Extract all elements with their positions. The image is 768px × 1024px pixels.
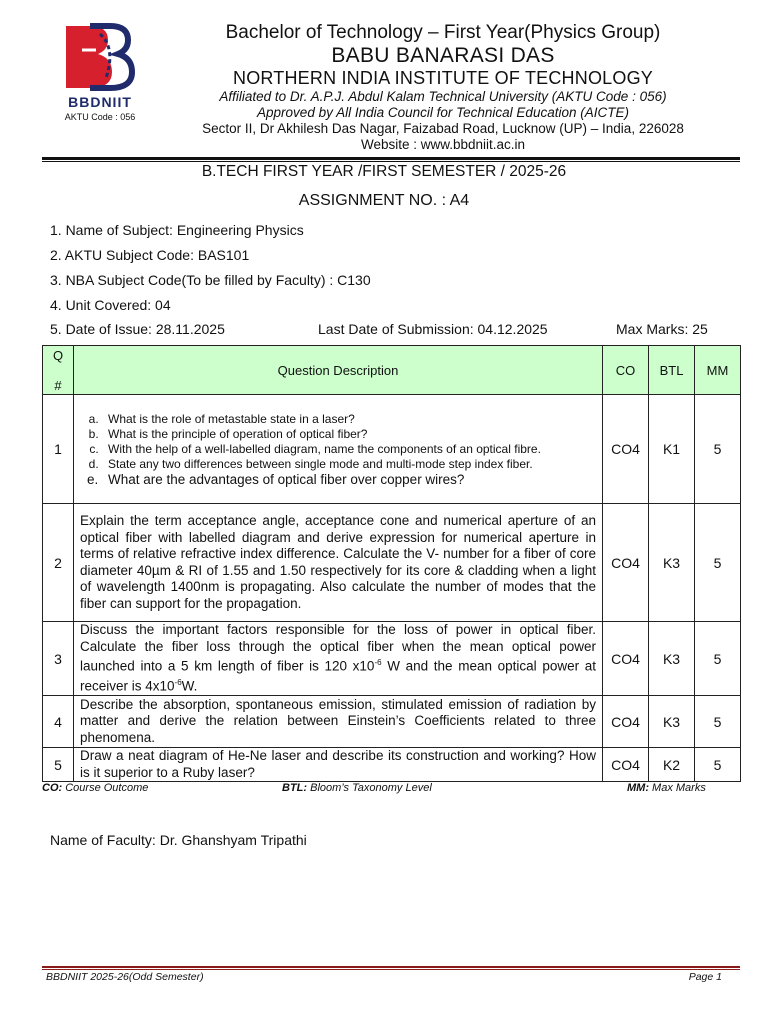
table-row [43,748,741,782]
question-number: 3 [43,622,74,696]
header-rule-thin [42,161,740,162]
bbd-logo-icon [60,20,140,92]
question-mm: 5 [695,622,741,696]
question-btl: K1 [649,395,695,504]
question-co: CO4 [603,622,649,696]
footer-rule-thin [42,969,740,970]
footer-rule [42,966,740,968]
question-btl: K3 [649,504,695,622]
address-line: Sector II, Dr Akhilesh Das Nagar, Faizabad Road, Lucknow (UP) – India, 226028 [202,121,684,136]
question-btl: K2 [649,748,695,782]
header-rule [42,157,740,160]
institute-name-line2: NORTHERN INDIA INSTITUTE OF TECHNOLOGY [233,68,653,88]
question-description [74,395,603,504]
header-co: CO [603,346,649,395]
website-line: Website : www.bbdniit.ac.in [360,137,526,152]
header-description: Question Description [74,346,603,395]
semester-title: B.TECH FIRST YEAR /FIRST SEMESTER / 2025-26 [201,163,567,180]
sub-question: c. With the help of a well-labelled diagram, name the components of an optical fibre. [102,442,596,457]
legend-mm: MM: Max Marks [627,782,706,794]
header-mm: MM [695,346,741,395]
assignment-title: ASSIGNMENT NO. : A4 [298,192,470,209]
sub-question: d. State any two differences between single mode and multi-mode step index fiber. [102,457,596,472]
sub-question: e. What are the advantages of optical fiber over copper wires? [102,472,596,487]
question-description: Discuss the important factors responsible for the loss of power in optical fiber. Calculate the fiber loss through the optical fiber when the mean optical power launched into a 5 km length of fiber is 120 $x10^{-6}$ W and the mean optical power at receiver is $4x10^{-6}W$. [74,622,603,696]
question-co: CO4 [603,395,649,504]
faculty-name: Name of Faculty: Dr. Ghanshyam Tripathi [50,832,307,848]
table-row [43,622,741,696]
question-number: 5 [43,748,74,782]
table-row [43,504,741,622]
last-date-submission: Last Date of Submission: 04.12.2025 [318,321,548,337]
institute-logo [50,20,150,122]
nba-subject-code [50,272,371,288]
question-description: Describe the absorption, spontaneous emission, stimulated emission of radiation by matter and derive the relation between Einstein’s Coefficients related to three phenomena. [74,696,603,748]
logo-name: BBDNIIT [68,94,132,110]
aktu-subject-code: 2. AKTU Subject Code: BAS101 [50,247,250,263]
question-mm: 5 [695,696,741,748]
date-of-issue: 5. Date of Issue: 28.11.2025 [50,321,225,337]
sub-question: a. What is the role of metastable state in a laser? [102,412,596,427]
header-qno: Q # [43,346,74,395]
legend-co: CO: Course Outcome [42,782,149,794]
question-btl: K3 [649,696,695,748]
table-row [43,696,741,748]
nba-prefix: 3. NBA Subject Code [50,272,182,288]
question-co: CO4 [603,696,649,748]
question-number: 4 [43,696,74,748]
question-co: CO4 [603,748,649,782]
question-number: 2 [43,504,74,622]
affiliation-line: Affiliated to Dr. A.P.J. Abdul Kalam Technical University (AKTU Code : 056) [219,89,667,104]
max-marks: Max Marks: 25 [616,321,708,337]
legend-btl: BTL: Bloom’s Taxonomy Level [282,782,432,794]
footer-label: BBDNIIT 2025-26(Odd Semester) [46,971,204,983]
unit-covered: 4. Unit Covered: 04 [50,297,171,313]
questions-table [42,345,741,782]
nba-value: : C130 [325,272,371,288]
nba-note: (To be filled by Faculty) [181,272,326,288]
sub-question: b. What is the principle of operation of optical fiber? [102,427,596,442]
table-row [43,395,741,504]
question-co: CO4 [603,504,649,622]
aktu-code-label: AKTU Code : 056 [64,112,136,122]
question-btl: K3 [649,622,695,696]
question-description: Draw a neat diagram of He-Ne laser and describe its construction and working? How is it superior to a Ruby laser? [74,748,603,782]
approval-line: Approved by All India Council for Technical Education (AICTE) [257,105,629,120]
header-btl: BTL [649,346,695,395]
question-mm: 5 [695,395,741,504]
institute-header [160,22,726,153]
program-line: Bachelor of Technology – First Year(Physics Group) [225,22,661,43]
question-description: Explain the term acceptance angle, acceptance cone and numerical aperture of an optical fiber with labelled diagram and derive expression for numerical aperture in terms of relative refractive index difference. Calculate the V- number for a fiber of core diameter 40µm & RI of 1.55 and 1.50 respectively for its core & cladding when a light of wavelength 1400nm is propagating. Also calculate the number of modes that the fiber can support for the propagation. [74,504,603,622]
page-number: Page 1 [688,971,722,983]
question-number: 1 [43,395,74,504]
subject-name: 1. Name of Subject: Engineering Physics [50,222,304,238]
institute-name-line1: BABU BANARASI DAS [331,44,555,67]
question-mm: 5 [695,504,741,622]
table-header-row [43,346,741,395]
question-mm: 5 [695,748,741,782]
